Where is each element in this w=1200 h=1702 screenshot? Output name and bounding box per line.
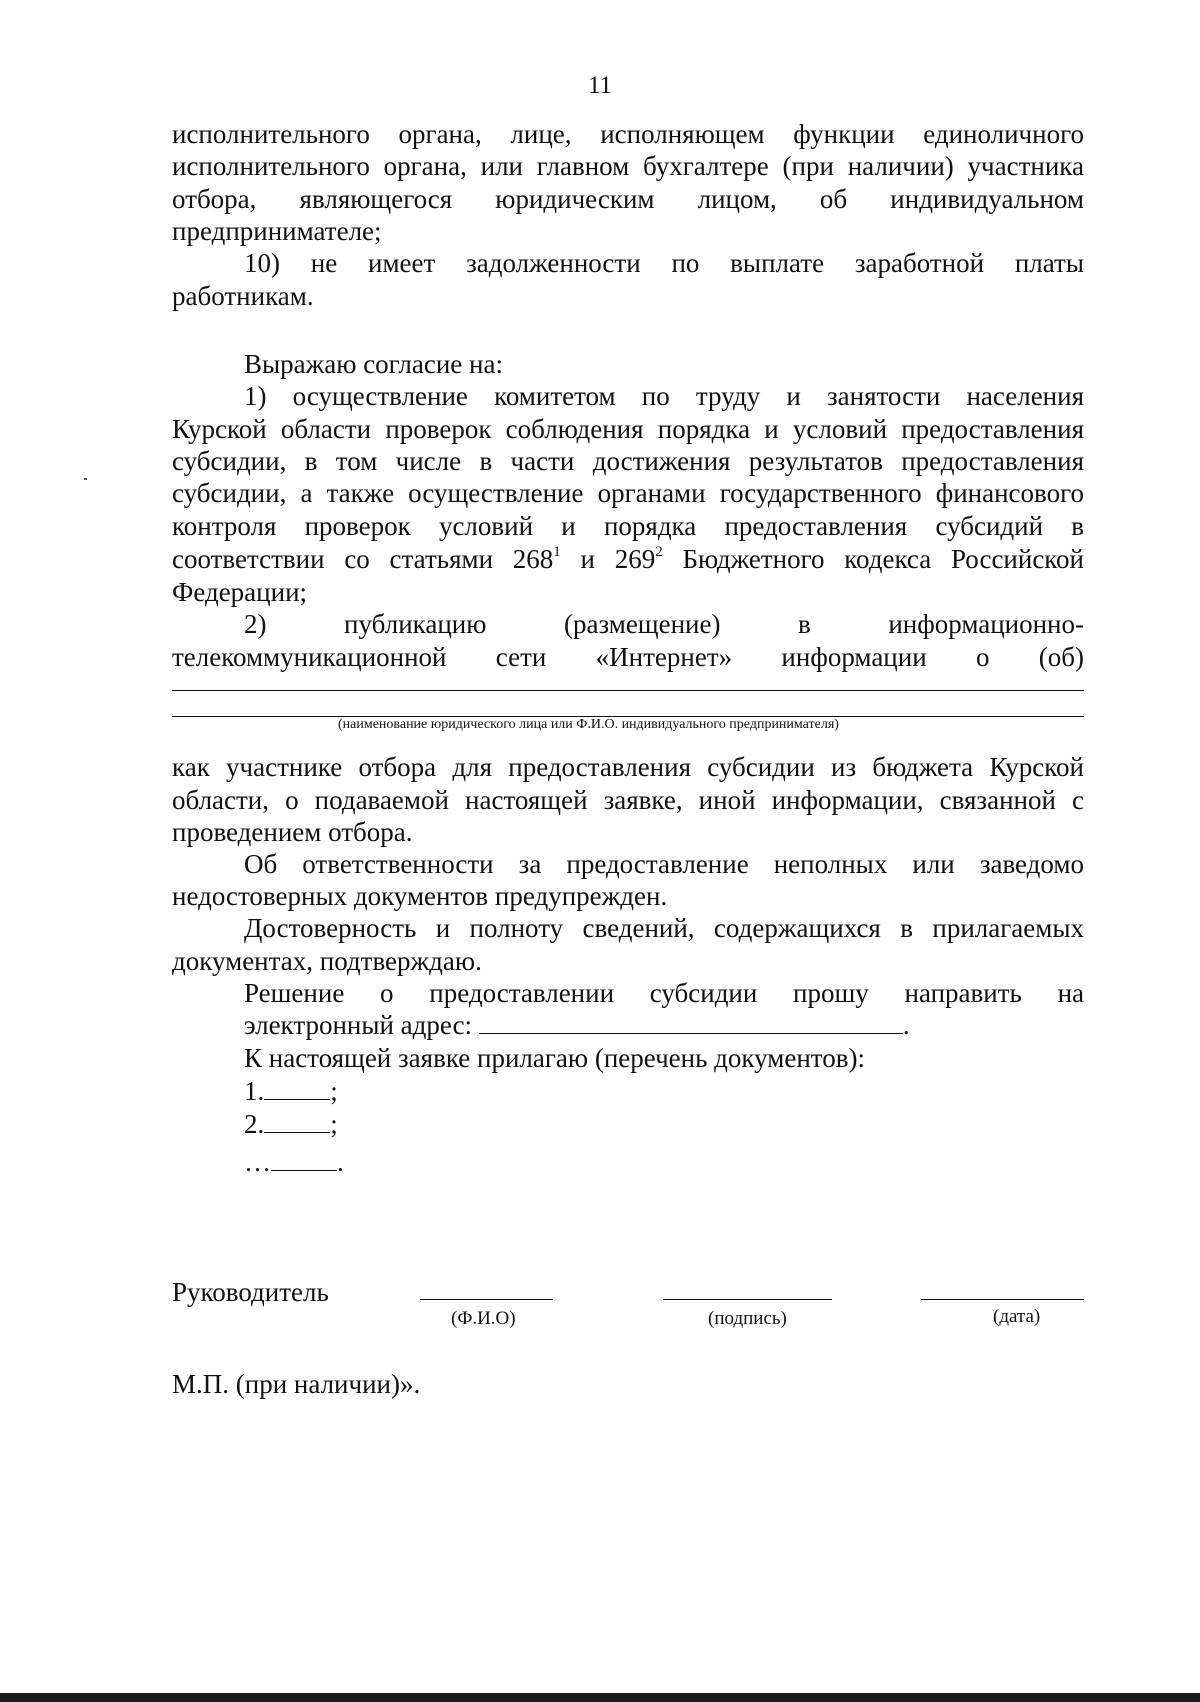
paragraph-line: области, о подаваемой настоящей заявке, иной информации, связанной с	[172, 785, 1084, 815]
email-label: электронный адрес:	[244, 1010, 479, 1040]
paragraph-line-with-superscripts	[172, 543, 1084, 576]
paragraph-line: 10) не имеет задолженности по выплате заработной платы	[244, 248, 1084, 278]
attachment-item	[244, 1108, 338, 1141]
paragraph-line: субсидии, в том числе в части достижения результатов предоставления	[172, 446, 1084, 476]
text-segment: .	[337, 1147, 344, 1177]
signature-blank-line[interactable]	[663, 1299, 832, 1300]
superscript: 2	[655, 544, 663, 560]
attachment-field[interactable]	[264, 1077, 330, 1100]
paragraph-line: контроля проверок условий и порядка предоставления субсидий в	[172, 511, 1084, 541]
paragraph-line: Курской области проверок соблюдения порядка и условий предоставления	[172, 414, 1084, 444]
paragraph-line: недостоверных документов предупрежден.	[172, 881, 668, 911]
attachment-item	[244, 1146, 344, 1179]
paragraph-line: работникам.	[172, 281, 314, 311]
consent-heading: Выражаю согласие на:	[244, 349, 503, 379]
email-field[interactable]	[479, 1011, 903, 1034]
paragraph-line: предпринимателе;	[172, 216, 382, 246]
text-segment: и 269	[560, 544, 656, 574]
paragraph-line: телекоммуникационной сети «Интернет» информации о (об)	[172, 642, 1084, 672]
item-number: …	[244, 1147, 271, 1177]
paragraph-line: 2) публикацию (размещение) в информационно-	[244, 609, 1084, 639]
paragraph-line: исполнительного органа, или главном бухгалтере (при наличии) участника	[172, 151, 1084, 181]
signature-role: Руководитель	[172, 1277, 329, 1307]
paragraph-line: отбора, являющегося юридическим лицом, об индивидуальном	[172, 184, 1084, 214]
email-line	[244, 1009, 910, 1042]
scan-artifact	[84, 478, 87, 480]
paragraph-line: проведением отбора.	[172, 817, 413, 847]
scan-bottom-edge	[0, 1693, 1200, 1702]
paragraph-line: субсидии, а также осуществление органами государственного финансового	[172, 478, 1084, 508]
text-segment: Бюджетного кодекса Российской	[662, 544, 1085, 574]
attachment-item	[244, 1075, 338, 1108]
paragraph-line: как участнике отбора для предоставления субсидии из бюджета Курской	[172, 752, 1084, 782]
signature-caption: (подпись)	[708, 1308, 787, 1329]
paragraph-line: Федерации;	[172, 577, 308, 607]
date-caption: (дата)	[993, 1306, 1041, 1327]
attachment-field[interactable]	[271, 1148, 337, 1171]
text-segment: .	[902, 1010, 910, 1040]
name-blank-line[interactable]	[172, 690, 1084, 691]
page-number: 11	[587, 72, 613, 99]
text-segment: ;	[330, 1109, 338, 1139]
paragraph-line: Об ответственности за предоставление неполных или заведомо	[244, 849, 1084, 879]
fio-caption: (Ф.И.О)	[451, 1308, 516, 1329]
name-field-caption: (наименование юридического лица или Ф.И.О. индивидуального предпринимателя)	[338, 717, 839, 732]
attachment-field[interactable]	[264, 1110, 330, 1133]
text-segment: ;	[330, 1076, 338, 1106]
paragraph-line: документах, подтверждаю.	[172, 946, 482, 976]
attachments-heading: К настоящей заявке прилагаю (перечень документов):	[244, 1043, 865, 1073]
paragraph-line: исполнительного органа, лице, исполняющем функции единоличного	[172, 119, 1084, 149]
item-number: 2.	[244, 1109, 265, 1139]
paragraph-line: Достоверность и полноту сведений, содержащихся в прилагаемых	[244, 913, 1084, 943]
item-number: 1.	[244, 1076, 265, 1106]
paragraph-line: Решение о предоставлении субсидии прошу направить на	[244, 978, 1084, 1008]
fio-blank-line[interactable]	[420, 1299, 553, 1300]
paragraph-line: 1) осуществление комитетом по труду и занятости населения	[244, 381, 1084, 411]
superscript: 1	[553, 544, 561, 560]
text-segment: соответствии со статьями 268	[172, 544, 554, 574]
date-blank-line[interactable]	[921, 1299, 1084, 1300]
stamp-note: М.П. (при наличии)».	[172, 1369, 421, 1399]
